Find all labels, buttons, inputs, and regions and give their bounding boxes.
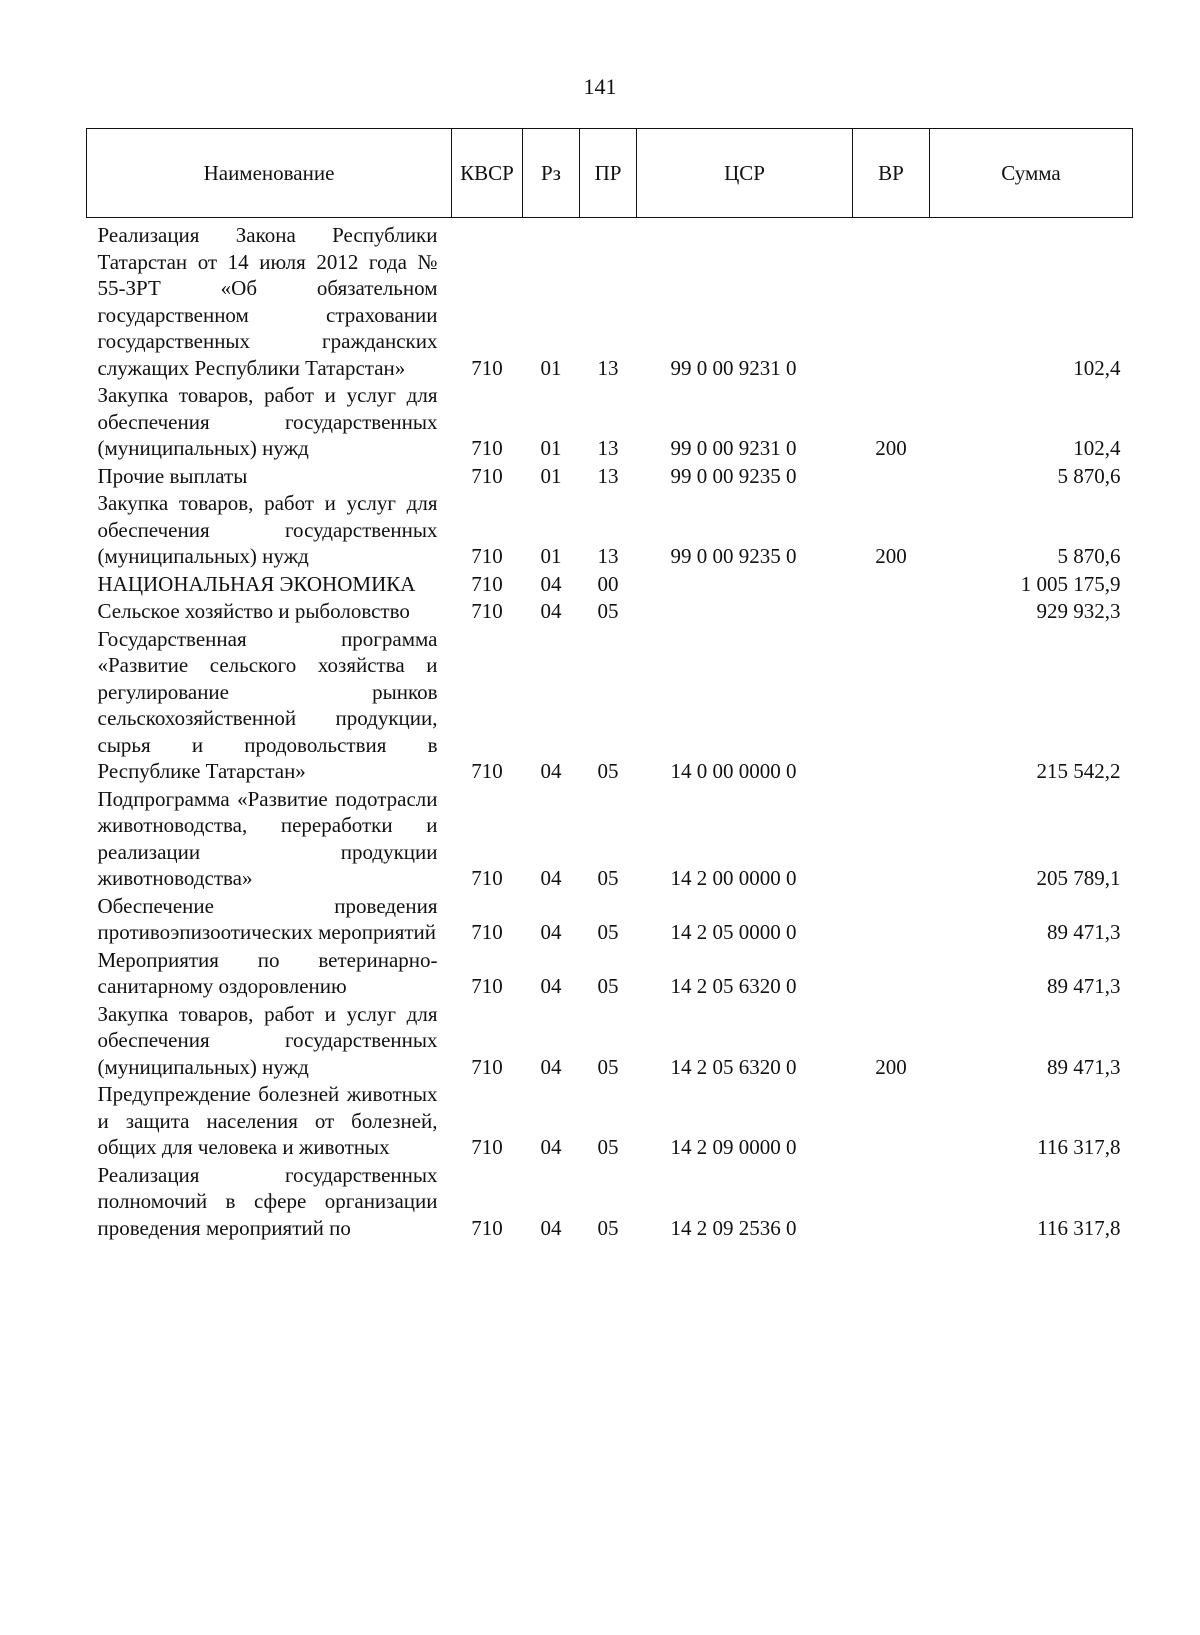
cell-vr — [853, 947, 930, 1001]
cell-name: Сельское хозяйство и рыболовство — [97, 599, 410, 623]
cell-kvsr: 710 — [471, 866, 503, 890]
cell-csr: 14 2 09 2536 0 — [670, 1215, 797, 1240]
table-row — [87, 598, 1133, 626]
cell-rz: 04 — [540, 571, 562, 596]
cell-csr: 14 2 05 6320 0 — [670, 1054, 797, 1079]
cell-name: Государственная программа «Развитие сельского хозяйства и регулирование рынков сельскохозяйственной продукции, сырья и продовольствия в Республике Татарстан» — [97, 626, 438, 783]
budget-table — [86, 128, 1133, 1242]
cell-sum: 102,4 — [1073, 436, 1121, 460]
cell-csr: 14 2 00 0000 0 — [670, 866, 797, 890]
cell-name: НАЦИОНАЛЬНАЯ ЭКОНОМИКА — [97, 571, 416, 596]
cell-csr — [637, 598, 853, 626]
cell-sum: 89 471,3 — [1047, 1054, 1121, 1079]
header-pr: ПР — [580, 129, 637, 218]
cell-sum: 205 789,1 — [1036, 866, 1121, 890]
cell-vr — [853, 463, 930, 491]
cell-name: Прочие выплаты — [97, 463, 248, 488]
cell-kvsr: 710 — [471, 599, 503, 623]
table-row — [87, 947, 1133, 1001]
cell-pr: 13 — [597, 355, 619, 380]
cell-pr: 05 — [597, 1215, 619, 1240]
cell-rz: 04 — [540, 599, 562, 623]
cell-kvsr: 710 — [471, 1135, 503, 1159]
cell-sum: 89 471,3 — [1047, 974, 1121, 998]
cell-name: Подпрограмма «Развитие подотрасли животноводства, переработки и реализации продукции животноводства» — [97, 786, 438, 890]
cell-name: Закупка товаров, работ и услуг для обеспечения государственных (муниципальных) нужд — [97, 491, 438, 568]
table-row — [87, 218, 1133, 383]
cell-name: Обеспечение проведения противоэпизоотических мероприятий — [97, 893, 438, 944]
cell-csr: 99 0 00 9231 0 — [670, 355, 797, 380]
cell-sum: 89 471,3 — [1047, 920, 1121, 944]
cell-kvsr: 710 — [471, 974, 503, 998]
cell-name: Реализация государственных полномочий в сфере организации проведения мероприятий по — [97, 1162, 438, 1240]
cell-rz: 04 — [540, 866, 562, 890]
cell-pr: 05 — [597, 599, 619, 623]
cell-rz: 04 — [540, 1135, 562, 1159]
cell-rz: 04 — [540, 1215, 562, 1240]
cell-vr — [853, 571, 930, 599]
cell-csr: 14 2 05 6320 0 — [670, 974, 797, 998]
cell-pr: 13 — [597, 436, 619, 460]
cell-kvsr: 710 — [471, 436, 503, 460]
cell-csr — [637, 571, 853, 599]
cell-kvsr: 710 — [471, 355, 503, 380]
cell-sum: 102,4 — [1073, 355, 1121, 380]
table-row — [87, 1162, 1133, 1243]
table-row — [87, 1081, 1133, 1162]
cell-kvsr: 710 — [471, 920, 503, 944]
cell-vr — [853, 893, 930, 947]
cell-sum: 929 932,3 — [1036, 599, 1121, 623]
cell-kvsr: 710 — [471, 759, 503, 783]
cell-pr: 13 — [597, 463, 619, 488]
cell-pr: 05 — [597, 759, 619, 783]
cell-kvsr: 710 — [471, 571, 503, 596]
table-row — [87, 463, 1133, 491]
cell-rz: 01 — [540, 355, 562, 380]
cell-csr: 99 0 00 9231 0 — [670, 436, 797, 460]
table-row — [87, 893, 1133, 947]
cell-kvsr: 710 — [471, 544, 503, 568]
cell-name: Закупка товаров, работ и услуг для обеспечения государственных (муниципальных) нужд — [97, 383, 438, 460]
cell-rz: 01 — [540, 544, 562, 568]
cell-rz: 01 — [540, 436, 562, 460]
cell-vr — [853, 786, 930, 893]
table-row — [87, 626, 1133, 786]
cell-sum: 1 005 175,9 — [1020, 571, 1121, 596]
cell-kvsr: 710 — [471, 463, 503, 488]
header-vr: ВР — [853, 129, 930, 218]
cell-sum: 116 317,8 — [1037, 1135, 1121, 1159]
cell-rz: 04 — [540, 920, 562, 944]
cell-sum: 215 542,2 — [1036, 759, 1121, 783]
cell-sum: 5 870,6 — [1057, 463, 1121, 488]
page-number: 141 — [583, 74, 617, 99]
table-row — [87, 490, 1133, 571]
table-header — [87, 129, 1133, 218]
cell-vr — [853, 598, 930, 626]
table-body — [87, 218, 1133, 1243]
cell-pr: 00 — [597, 571, 619, 596]
cell-csr: 99 0 00 9235 0 — [670, 463, 797, 488]
cell-pr: 05 — [597, 1135, 619, 1159]
cell-pr: 13 — [597, 544, 619, 568]
cell-vr — [853, 1081, 930, 1162]
cell-rz: 04 — [540, 759, 562, 783]
table-row — [87, 382, 1133, 463]
cell-csr: 14 2 09 0000 0 — [670, 1135, 797, 1159]
header-name: Наименование — [87, 129, 452, 218]
cell-rz: 01 — [540, 463, 562, 488]
cell-pr: 05 — [597, 866, 619, 890]
header-kvsr: КВСР — [452, 129, 523, 218]
header-csr: ЦСР — [637, 129, 853, 218]
cell-name: Предупреждение болезней животных и защита населения от болезней, общих для человека и животных — [97, 1082, 438, 1159]
cell-csr: 14 0 00 0000 0 — [670, 759, 797, 783]
cell-vr: 200 — [875, 1054, 907, 1079]
cell-csr: 99 0 00 9235 0 — [670, 544, 797, 568]
header-rz: Рз — [523, 129, 580, 218]
cell-pr: 05 — [597, 920, 619, 944]
cell-sum: 5 870,6 — [1057, 544, 1121, 568]
cell-name: Реализация Закона Республики Татарстан от 14 июля 2012 года № 55-ЗРТ «Об обязательном государственном страховании государственных гражданских служащих Республики Татарстан» — [97, 223, 438, 380]
cell-sum: 116 317,8 — [1037, 1215, 1121, 1240]
cell-pr: 05 — [597, 1054, 619, 1079]
cell-vr — [853, 1162, 930, 1243]
table-row — [87, 786, 1133, 893]
cell-vr: 200 — [875, 544, 907, 568]
cell-kvsr: 710 — [471, 1054, 503, 1079]
cell-name: Закупка товаров, работ и услуг для обеспечения государственных (муниципальных) нужд — [97, 1001, 438, 1079]
cell-vr: 200 — [875, 436, 907, 460]
cell-name: Мероприятия по ветеринарно-санитарному оздоровлению — [97, 947, 438, 998]
cell-csr: 14 2 05 0000 0 — [670, 920, 797, 944]
cell-rz: 04 — [540, 1054, 562, 1079]
cell-vr — [853, 218, 930, 383]
cell-vr — [853, 626, 930, 786]
cell-pr: 05 — [597, 974, 619, 998]
table-row — [87, 571, 1133, 599]
header-sum: Сумма — [930, 129, 1133, 218]
table-row — [87, 1001, 1133, 1082]
cell-kvsr: 710 — [471, 1215, 503, 1240]
cell-rz: 04 — [540, 974, 562, 998]
